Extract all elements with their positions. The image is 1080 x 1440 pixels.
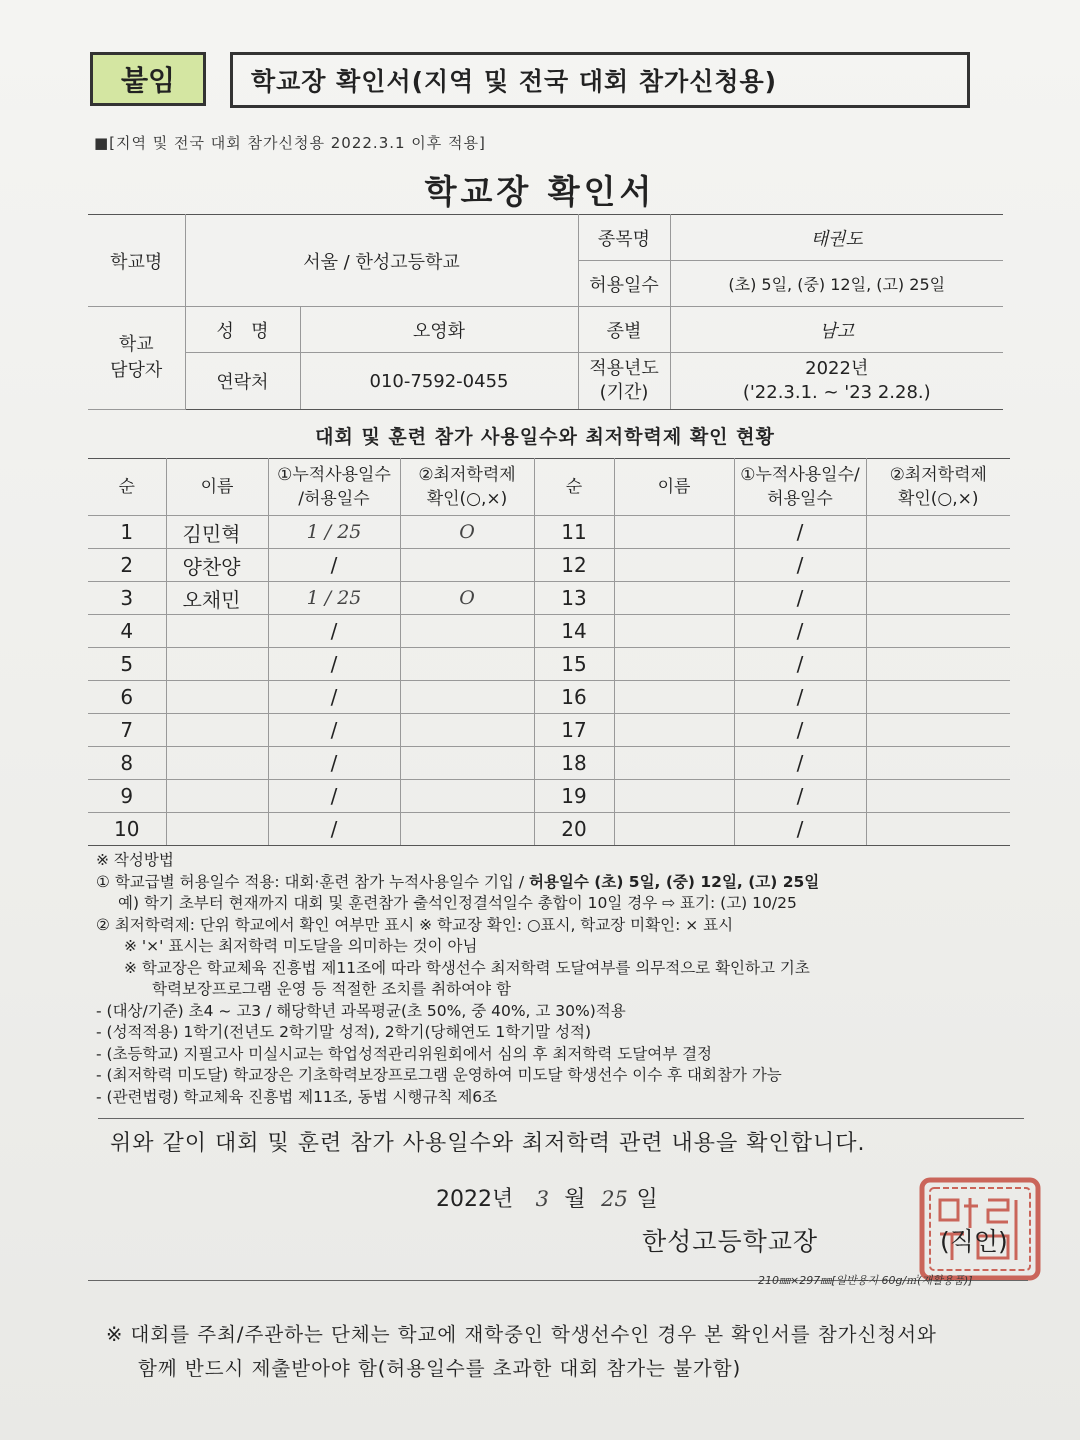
instructions <box>96 850 1026 1108</box>
row-check <box>866 615 1010 648</box>
bullet-1: - (대상/기준) 초4 ~ 고3 / 해당학년 과목평균(초 50%, 중 40%, 고 30%)적용 <box>96 1001 626 1020</box>
row-name <box>614 516 734 549</box>
row-num: 11 <box>534 516 614 549</box>
row-name <box>166 813 268 846</box>
row-name <box>614 549 734 582</box>
bullet-3: - (초등학교) 지필고사 미실시교는 학업성적관리위원회에서 심의 후 최저학력 도달여부 결정 <box>96 1044 713 1063</box>
row-check <box>866 747 1010 780</box>
row-days: / <box>734 714 866 747</box>
signing-date <box>436 1182 658 1213</box>
row-name <box>166 615 268 648</box>
divider <box>98 1118 1024 1119</box>
header-days: ①누적사용일수 /허용일수 <box>268 459 400 516</box>
row-check <box>400 681 534 714</box>
row-days: / <box>268 714 400 747</box>
row-num: 19 <box>534 780 614 813</box>
contact-phone-value: 010-7592-0455 <box>300 353 578 410</box>
page-title: 학교장 확인서 <box>424 172 656 211</box>
date-month-label: 월 <box>564 1187 586 1212</box>
row-name <box>166 714 268 747</box>
row-days: 1 / 25 <box>268 516 400 549</box>
year-value: 2022년 <box>805 358 869 379</box>
row-num: 2 <box>88 549 166 582</box>
row-check <box>866 516 1010 549</box>
instruction-1-text: ① 학교급별 허용일수 적용: 대회·훈련 참가 누적사용일수 기입 / <box>96 872 529 891</box>
instruction-note-2: ※ 학교장은 학교체육 진흥법 제11조에 따라 학생선수 최저학력 도달여부를 의무적으로 확인하고 기초 <box>124 958 810 977</box>
document-header-title: 학교장 확인서(지역 및 전국 대회 참가신청용) <box>230 52 970 108</box>
row-name: 김민혁 <box>166 516 268 549</box>
header-check: ②최저학력제 확인(○,×) <box>400 459 534 516</box>
row-days: / <box>268 615 400 648</box>
row-num: 1 <box>88 516 166 549</box>
row-days: / <box>734 747 866 780</box>
table-row <box>88 615 1010 648</box>
row-check <box>400 747 534 780</box>
table-row <box>88 681 1010 714</box>
date-month: 3 <box>535 1187 549 1211</box>
bullet-4: - (최저학력 미도달) 학교장은 기초학력보장프로그램 운영하여 미도달 학생선수 이수 후 대회참가 가능 <box>96 1066 782 1084</box>
instruction-2: ② 최저학력제: 단위 학교에서 확인 여부만 표시 ※ 학교장 확인: ○표시, 학교장 미확인: × 표시 <box>96 915 734 934</box>
gender-value: 남고 <box>670 307 1003 353</box>
row-name <box>614 648 734 681</box>
year-cell <box>670 353 1003 410</box>
applicability-note: ■[지역 및 전국 대회 참가신청용 2022.3.1 이후 적용] <box>94 134 486 152</box>
date-year: 2022년 <box>436 1187 514 1212</box>
table-row <box>88 582 1010 615</box>
table-row <box>88 648 1010 681</box>
row-check <box>866 780 1010 813</box>
date-day-label: 일 <box>636 1187 658 1212</box>
row-name <box>614 615 734 648</box>
row-days: / <box>268 747 400 780</box>
sport-label: 종목명 <box>578 215 670 261</box>
date-day: 25 <box>601 1187 628 1211</box>
row-num: 6 <box>88 681 166 714</box>
confirmation-text: 위와 같이 대회 및 훈련 참가 사용일수와 최저학력 관련 내용을 확인합니다. <box>110 1131 866 1156</box>
bullet-2: - (성적적용) 1학기(전년도 2학기말 성적), 2학기(당해연도 1학기말 성적) <box>96 1023 592 1041</box>
row-check <box>400 615 534 648</box>
row-check <box>866 681 1010 714</box>
contact-label: 학교 담당자 <box>88 307 185 410</box>
row-days: / <box>734 549 866 582</box>
instruction-1-allowed: 허용일수 (초) 5일, (중) 12일, (고) 25일 <box>528 872 820 891</box>
table-row <box>88 813 1010 846</box>
row-check <box>400 780 534 813</box>
row-name <box>614 780 734 813</box>
row-check: O <box>400 582 534 615</box>
row-days: / <box>734 681 866 714</box>
row-name <box>614 582 734 615</box>
row-name: 양찬양 <box>166 549 268 582</box>
footer-line-1: ※ 대회를 주최/주관하는 단체는 학교에 재학중인 학생선수인 경우 본 확인서를 참가신청서와 <box>106 1323 937 1346</box>
table-row <box>88 780 1010 813</box>
row-num: 16 <box>534 681 614 714</box>
instruction-1-example: 예) 학기 초부터 현재까지 대회 및 훈련참가 출석인정결석일수 총합이 10일 경우 ⇨ 표기: (고) 10/25 <box>118 894 797 912</box>
school-label: 학교명 <box>88 215 185 307</box>
contact-phone-label: 연락처 <box>185 353 300 410</box>
instruction-note-1: ※ '×' 표시는 최저학력 미도달을 의미하는 것이 아님 <box>124 937 478 955</box>
table-row <box>88 549 1010 582</box>
seal-label: (직인) <box>940 1227 1008 1256</box>
row-num: 12 <box>534 549 614 582</box>
row-days: / <box>268 780 400 813</box>
attachment-tag: 붙임 <box>90 52 206 106</box>
row-name <box>614 681 734 714</box>
usage-subtitle: 대회 및 훈련 참가 사용일수와 최저학력제 확인 현황 <box>315 426 775 448</box>
row-days: / <box>734 780 866 813</box>
row-name <box>614 813 734 846</box>
instruction-1 <box>96 872 1026 894</box>
row-name <box>166 681 268 714</box>
row-check <box>866 648 1010 681</box>
row-num: 7 <box>88 714 166 747</box>
row-days: / <box>268 648 400 681</box>
row-name <box>166 648 268 681</box>
row-days: / <box>734 648 866 681</box>
row-check <box>866 582 1010 615</box>
footer-line-2: 함께 반드시 제출받아야 함(허용일수를 초과한 대회 참가는 불가함) <box>138 1357 742 1380</box>
row-days: / <box>734 615 866 648</box>
row-name <box>614 747 734 780</box>
header-num: 순 <box>88 459 166 516</box>
row-num: 5 <box>88 648 166 681</box>
row-days: / <box>734 516 866 549</box>
row-check <box>400 813 534 846</box>
row-check <box>866 549 1010 582</box>
row-num: 15 <box>534 648 614 681</box>
row-days: / <box>734 582 866 615</box>
row-check <box>866 714 1010 747</box>
gender-label: 종별 <box>578 307 670 353</box>
row-num: 4 <box>88 615 166 648</box>
row-num: 13 <box>534 582 614 615</box>
row-check <box>866 813 1010 846</box>
row-check <box>400 714 534 747</box>
header-name-right: 이름 <box>614 459 734 516</box>
row-num: 10 <box>88 813 166 846</box>
year-label: 적용년도 (기간) <box>578 353 670 410</box>
table-row <box>88 747 1010 780</box>
row-num: 3 <box>88 582 166 615</box>
school-value: 서울 / 한성고등학교 <box>185 215 578 307</box>
instructions-heading: ※ 작성방법 <box>96 851 174 869</box>
bullet-5: - (관련법령) 학교체육 진흥법 제11조, 동법 시행규칙 제6조 <box>96 1087 498 1106</box>
row-num: 20 <box>534 813 614 846</box>
table-row <box>88 516 1010 549</box>
row-num: 8 <box>88 747 166 780</box>
instruction-note-2-cont: 학력보장프로그램 운영 등 적절한 조치를 취하여야 함 <box>152 980 511 998</box>
row-check <box>400 648 534 681</box>
header-name: 이름 <box>166 459 268 516</box>
row-num: 9 <box>88 780 166 813</box>
table-row <box>88 714 1010 747</box>
header-check-right: ②최저학력제 확인(○,×) <box>866 459 1010 516</box>
row-days: / <box>268 549 400 582</box>
sport-value: 태권도 <box>670 215 1003 261</box>
contact-name-label: 성 명 <box>185 307 300 353</box>
row-days: / <box>268 813 400 846</box>
row-num: 17 <box>534 714 614 747</box>
row-name: 오채민 <box>166 582 268 615</box>
row-days: / <box>268 681 400 714</box>
row-num: 18 <box>534 747 614 780</box>
row-check <box>400 549 534 582</box>
row-name <box>166 780 268 813</box>
principal-title: 한성고등학교장 <box>642 1227 819 1256</box>
paper-spec: 210㎜×297㎜[일반용지 60g/㎡(재활용품)] <box>758 1274 973 1287</box>
allowed-days-label: 허용일수 <box>578 261 670 307</box>
row-name <box>614 714 734 747</box>
row-name <box>166 747 268 780</box>
footer-note <box>106 1318 937 1386</box>
header-num-right: 순 <box>534 459 614 516</box>
row-check: O <box>400 516 534 549</box>
row-num: 14 <box>534 615 614 648</box>
usage-table <box>88 458 1010 846</box>
period-value: ('22.3.1. ~ '23 2.28.) <box>742 382 931 403</box>
school-info-table <box>88 214 1003 410</box>
row-days: / <box>734 813 866 846</box>
contact-name-value: 오영화 <box>300 307 578 353</box>
header-days-right: ①누적사용일수/ 허용일수 <box>734 459 866 516</box>
allowed-days-value: (초) 5일, (중) 12일, (고) 25일 <box>670 261 1003 307</box>
row-days: 1 / 25 <box>268 582 400 615</box>
